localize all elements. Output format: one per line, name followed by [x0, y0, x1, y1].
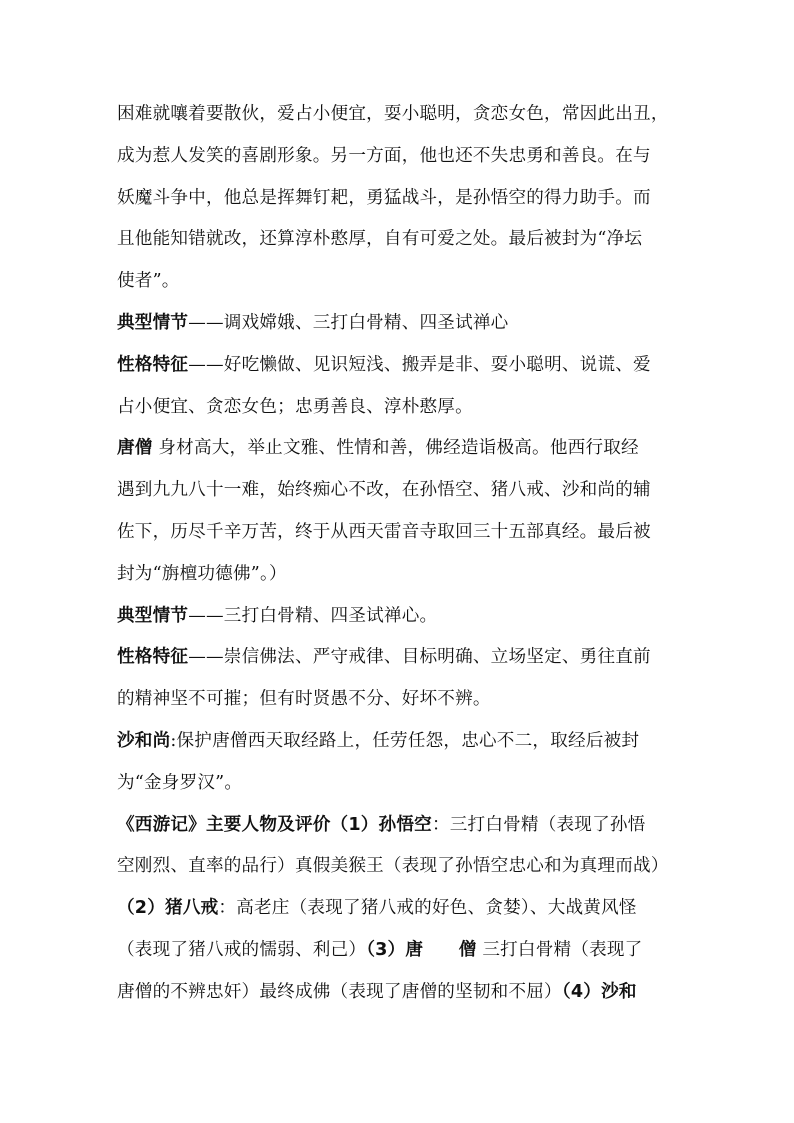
- tang-trait-text: ——崇信佛法、严守戒律、目标明确、立场坚定、勇往直前: [188, 647, 651, 668]
- text-line: 妖魔斗争中，他总是挥舞钉耙，勇猛战斗，是孙悟空的得力助手。而: [117, 187, 651, 208]
- zhu-trait-text: ——好吃懒做、见识短浅、搬弄是非、耍小聪明、说谎、爱: [188, 354, 651, 375]
- summary-line: [117, 805, 677, 847]
- text-line: 封为“旃檀功德佛”。）: [117, 563, 287, 584]
- tang-text: 身材高大，举止文雅、性情和善，佛经造诣极高。他西行取经: [152, 438, 639, 459]
- text-line: 占小便宜、贪恋女色；忠勇善良、淳朴憨厚。: [117, 396, 473, 417]
- tang-plot-text: ——三打白骨精、四圣试禅心。: [188, 605, 438, 626]
- tang-plot-label: 典型情节: [117, 605, 189, 626]
- summary-text: 唐僧的不辨忠奸）最终成佛（表现了唐僧的坚韧和不屈）: [117, 981, 562, 1002]
- tang-line: [117, 428, 677, 470]
- tang-trait-line: [117, 637, 677, 679]
- zhu-plot-line: [117, 303, 677, 345]
- summary-text: 三打白骨精（表现了: [476, 939, 643, 960]
- zhu-trait-label: 性格特征: [117, 354, 189, 375]
- summary-text: ：三打白骨精（表现了孙悟: [431, 814, 646, 835]
- summary-text: （表现了猪八戒的懦弱、利己）: [117, 939, 367, 960]
- zhu-plot-text: ——调戏嫦娥、三打白骨精、四圣试禅心: [188, 312, 509, 333]
- tang-plot-line: [117, 596, 677, 638]
- text-line: 且他能知错就改，还算淳朴憨厚，自有可爱之处。最后被封为“净坛: [117, 229, 643, 250]
- summary-text: ：高老庄（表现了猪八戒的好色、贪婪）、大战黄风怪: [218, 898, 637, 919]
- text-line: 困难就嚷着要散伙，爱占小便宜，耍小聪明，贪恋女色，常因此出丑，: [117, 104, 669, 124]
- text-line: 的精神坚不可摧；但有时贤愚不分、好坏不辨。: [117, 689, 491, 710]
- summary-title: 《西游记》主要人物及评价（1）孙悟空: [117, 814, 432, 835]
- summary-bold: （3）唐 僧: [366, 939, 477, 960]
- tang-label: 唐僧: [117, 438, 153, 459]
- text-line: 空刚烈、直率的品行）真假美猴王（表现了孙悟空忠心和为真理而战）: [117, 856, 669, 877]
- summary-bold: （4）沙和: [561, 981, 637, 1002]
- summary-line: [117, 972, 677, 1014]
- text-line: 遇到九九八十一难，始终痴心不改，在孙悟空、猪八戒、沙和尚的辅: [117, 480, 651, 501]
- tang-trait-label: 性格特征: [117, 647, 189, 668]
- sha-line: [117, 721, 677, 763]
- summary-bold: （2）猪八戒: [117, 898, 219, 919]
- document-body: [117, 94, 677, 1014]
- text-line: 佐下，历尽千辛万苦，终于从西天雷音寺取回三十五部真经。最后被: [117, 521, 651, 542]
- zhu-trait-line: [117, 345, 677, 387]
- sha-label: 沙和尚: [117, 730, 171, 751]
- summary-line: [117, 930, 677, 972]
- sha-text: :保护唐僧西天取经路上，任劳任怨，忠心不二，取经后被封: [170, 730, 640, 751]
- text-line: 为“金身罗汉”。: [117, 772, 243, 793]
- summary-line: [117, 888, 677, 930]
- zhu-plot-label: 典型情节: [117, 312, 189, 333]
- text-line: 成为惹人发笑的喜剧形象。另一方面，他也还不失忠勇和善良。在与: [117, 145, 651, 166]
- text-line: 使者”。: [117, 271, 180, 292]
